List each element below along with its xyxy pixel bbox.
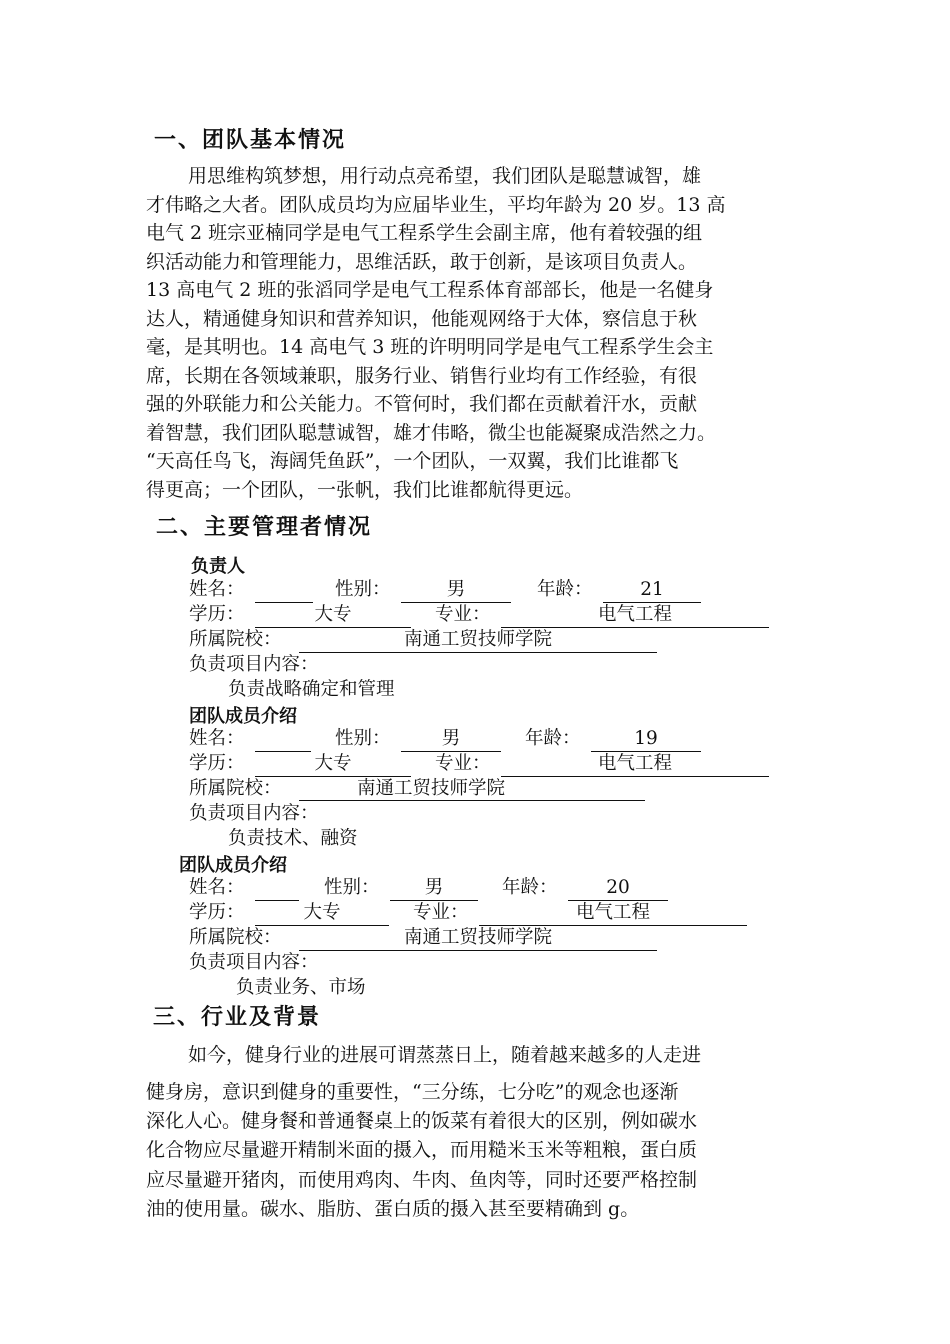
paragraph-line: 毫，是其明也。14 高电气 3 班的许明明同学是电气工程系学生会主: [146, 336, 714, 358]
gender-value: 男: [401, 727, 501, 752]
duty-label: 负责项目内容：: [189, 803, 319, 824]
age-label: 年龄：: [537, 579, 593, 600]
age-value: 21: [603, 578, 701, 603]
paragraph-line: 才伟略之大者。团队成员均为应届毕业生，平均年龄为 20 岁。13 高: [146, 193, 726, 216]
major-label: 专业：: [413, 902, 469, 923]
major-value: 电气工程: [479, 901, 747, 926]
name-blank: [255, 727, 311, 752]
school-value: 南通工贸技师学院: [299, 628, 657, 653]
paragraph-line: “天高任鸟飞，海阔凭鱼跃”，一个团队，一双翼，我们比谁都飞: [146, 450, 679, 472]
name-label: 姓名：: [189, 877, 245, 898]
major-label: 专业：: [435, 604, 491, 625]
major-value: 电气工程: [501, 752, 769, 777]
age-label: 年龄：: [502, 877, 558, 898]
section-heading-managers: 二、主要管理者情况: [156, 515, 373, 540]
paragraph-line: 深化人心。健身餐和普通餐桌上的饭菜有着很大的区别，例如碳水: [146, 1110, 698, 1133]
name-label: 姓名：: [189, 579, 245, 600]
paragraph-line: 用思维构筑梦想，用行动点亮希望，我们团队是聪慧诚智，雄: [188, 165, 702, 187]
age-value: 19: [591, 727, 701, 752]
name-blank: [255, 876, 299, 901]
education-value: 大专: [255, 901, 389, 926]
paragraph-line: 健身房，意识到健身的重要性，“三分练，七分吃”的观念也逐渐: [146, 1081, 679, 1103]
gender-label: 性别：: [335, 579, 391, 600]
paragraph-line: 化合物应尽量避开精制米面的摄入，而用糙米玉米等粗粮，蛋白质: [146, 1139, 698, 1162]
education-label: 学历：: [189, 604, 245, 625]
education-value: 大专: [255, 752, 411, 777]
paragraph-line: 达人，精通健身知识和营养知识，他能观网络于大体，察信息于秋: [146, 307, 698, 330]
gender-value: 男: [401, 578, 511, 603]
paragraph-line: 如今，健身行业的进展可谓蒸蒸日上，随着越来越多的人走进: [188, 1044, 702, 1066]
duty-value: 负责战略确定和管理: [228, 679, 395, 700]
industry-paragraph: [146, 1040, 814, 1224]
education-label: 学历：: [189, 753, 245, 774]
paragraph-line: 席，长期在各领域兼职，服务行业、销售行业均有工作经验，有很: [146, 364, 698, 387]
duty-label: 负责项目内容：: [189, 654, 319, 675]
person-title: 团队成员介绍: [179, 855, 287, 876]
team-intro-paragraph: [146, 162, 814, 504]
paragraph-line: 电气 2 班宗亚楠同学是电气工程系学生会副主席，他有着较强的组: [146, 222, 703, 244]
duty-label: 负责项目内容：: [189, 952, 319, 973]
paragraph-line: 得更高；一个团队，一张帆，我们比谁都航得更远。: [146, 478, 584, 501]
major-label: 专业：: [435, 753, 491, 774]
paragraph-line: 强的外联能力和公关能力。不管何时，我们都在贡献着汗水，贡献: [146, 393, 698, 415]
name-blank: [255, 578, 313, 603]
paragraph-line: 着智慧，我们团队聪慧诚智，雄才伟略，微尘也能凝聚成浩然之力。: [146, 421, 717, 444]
school-label: 所属院校：: [189, 629, 282, 650]
person-title: 负责人: [191, 556, 245, 577]
paragraph-line: 织活动能力和管理能力，思维活跃，敢于创新，是该项目负责人。: [146, 250, 698, 273]
school-label: 所属院校：: [189, 927, 282, 948]
education-value: 大专: [255, 603, 411, 628]
school-label: 所属院校：: [189, 778, 282, 799]
age-label: 年龄：: [525, 728, 581, 749]
section-heading-team-overview: 一、团队基本情况: [154, 128, 347, 153]
name-label: 姓名：: [189, 728, 245, 749]
person-title: 团队成员介绍: [189, 706, 297, 727]
section-heading-industry: 三、行业及背景: [153, 1005, 322, 1030]
paragraph-line: 应尽量避开猪肉，而使用鸡肉、牛肉、鱼肉等，同时还要严格控制: [146, 1168, 698, 1191]
gender-value: 男: [390, 876, 478, 901]
age-value: 20: [568, 876, 668, 901]
school-value: 南通工贸技师学院: [299, 777, 645, 801]
paragraph-line: 13 高电气 2 班的张滔同学是电气工程系体育部部长，他是一名健身: [146, 279, 714, 301]
gender-label: 性别：: [335, 728, 391, 749]
duty-value: 负责业务、市场: [236, 977, 366, 998]
major-value: 电气工程: [501, 603, 769, 628]
school-value: 南通工贸技师学院: [299, 926, 657, 951]
duty-value: 负责技术、融资: [228, 828, 358, 849]
education-label: 学历：: [189, 902, 245, 923]
paragraph-line: 油的使用量。碳水、脂肪、蛋白质的摄入甚至要精确到 g。: [146, 1197, 640, 1220]
gender-label: 性别：: [324, 877, 380, 898]
